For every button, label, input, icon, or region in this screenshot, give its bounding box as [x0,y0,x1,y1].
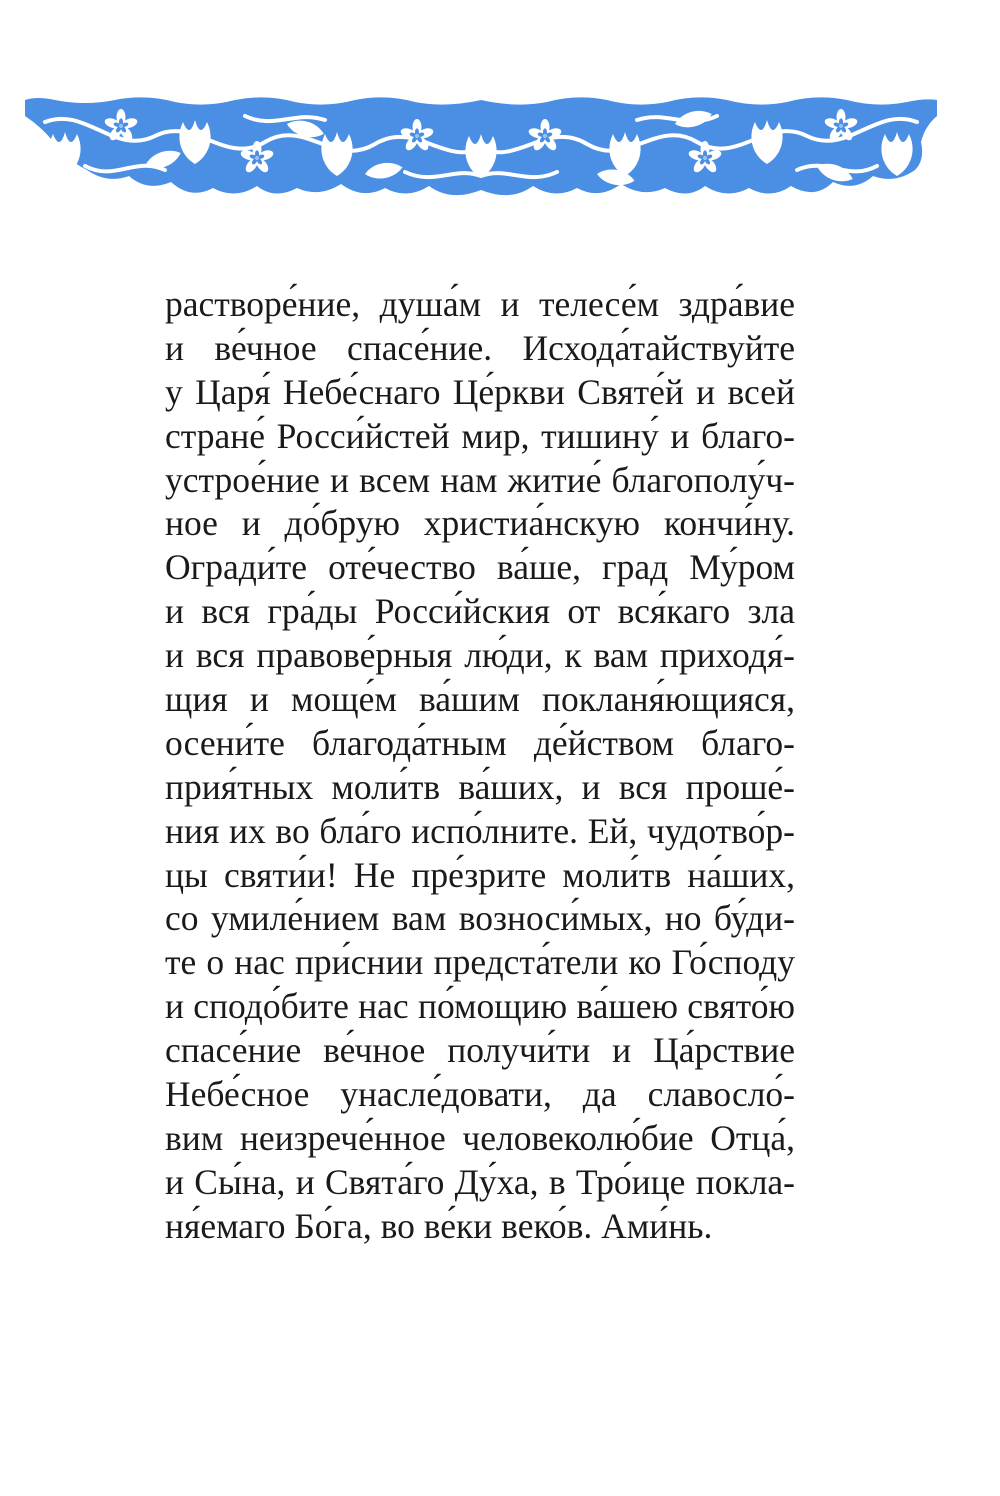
prayer-line: и вся правове́рныя лю́ди, к вам приходя́- [165,635,795,676]
floral-ornament-border [25,96,937,202]
prayer-line: прия́тных моли́тв ва́ших, и вся проше́- [165,766,795,807]
prayer-line: осени́те благода́тным де́йством благо- [165,722,795,763]
prayer-line: растворе́ние, душа́м и телесе́м здра́вие [165,284,795,324]
prayer-line: устрое́ние и всем нам житие́ благополу́ч- [165,459,795,500]
prayer-line: и вся гра́ды Росси́йския от вся́каго зла [165,591,795,632]
prayer-line-last: ня́емаго Бо́га, во ве́ки веко́в. Ами́нь. [165,1205,713,1246]
prayer-line: и Сы́на, и Свята́го Ду́ха, в Тро́ице покла- [165,1161,795,1202]
prayer-line: те о нас при́снии предста́тели ко Го́споду [165,942,795,983]
prayer-line: ное и до́брую христиа́нскую кончи́ну. [165,503,795,544]
prayer-line: и ве́чное спасе́ние. Исхода́тайствуйте [165,327,795,368]
prayer-line: Огради́те оте́чество ва́ше, град Му́ром [165,547,795,588]
prayer-text-block [165,283,795,1249]
prayer-line: Небе́сное унасле́довати, да славосло́- [165,1074,795,1115]
prayer-line: стране́ Росси́йстей мир, тишину́ и благо- [165,415,795,456]
prayer-line: у Царя́ Небе́снаго Це́ркви Святе́й и всей [165,371,795,412]
prayer-line: и сподо́бите нас по́мощию ва́шею свято́ю [165,986,795,1027]
prayer-line: щия и моще́м ва́шим покланя́ющияся, [165,679,795,720]
prayer-line: спасе́ние ве́чное получи́ти и Ца́рствие [165,1030,795,1071]
prayer-line: со умиле́нием вам возноси́мых, но бу́ди- [165,898,795,939]
prayer-line: цы святи́и! Не пре́зрите моли́тв на́ших, [165,854,795,895]
prayer-line: вим неизрече́нное человеколю́бие Отца́, [165,1117,795,1158]
prayer-line: ния их во бла́го испо́лните. Ей, чудотво́р- [165,810,795,851]
